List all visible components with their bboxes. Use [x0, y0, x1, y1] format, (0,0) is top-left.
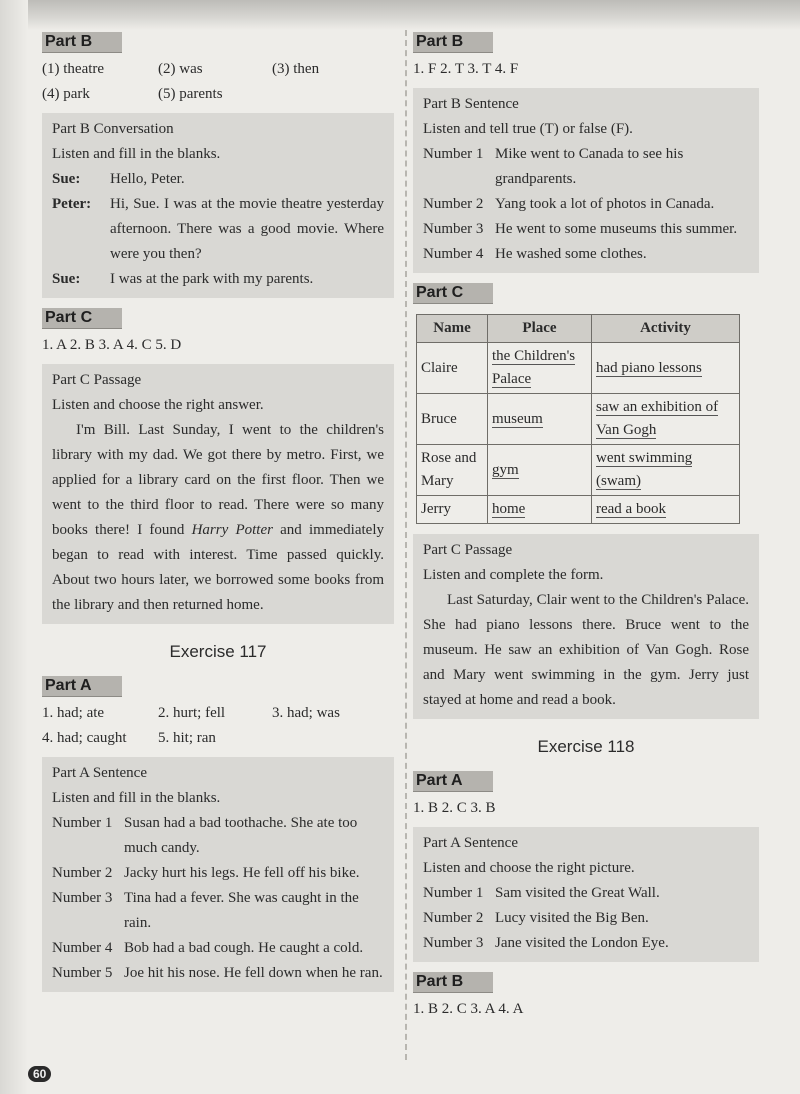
passage-box	[42, 364, 394, 624]
answer-blank: the Children's Palace	[492, 348, 576, 387]
box-instruction: Listen and choose the right answer.	[52, 397, 264, 413]
table-row	[417, 445, 740, 496]
table-header-row	[417, 315, 740, 343]
box-instruction: Listen and fill in the blanks.	[52, 146, 221, 162]
table-cell	[592, 496, 740, 524]
answer-blank: had piano lessons	[596, 359, 702, 376]
part-a-tag: Part A	[413, 771, 493, 792]
number-label: Number 1	[423, 146, 484, 162]
answers: 1. B 2. C 3. A 4. A	[413, 1001, 524, 1017]
speaker: Peter:	[52, 196, 92, 212]
answer-table	[416, 314, 740, 524]
number-item	[423, 142, 749, 192]
box-title: Part A Sentence	[423, 835, 518, 851]
part-b-tag: Part B	[413, 972, 493, 993]
passage-part: I'm Bill. Last Sunday, I went to the children's library with my dad. We got there by metro. First, we applied for a library card on the first floor. Then we went to the third floor to read. There were so many books there! I found	[52, 422, 384, 538]
answer-row	[42, 57, 394, 82]
part-b-tag: Part B	[413, 32, 493, 53]
table-row	[417, 496, 740, 524]
answer: 4. had; caught	[42, 730, 127, 746]
speaker: Sue:	[52, 171, 81, 187]
table-row	[417, 394, 740, 445]
answer: (3) then	[272, 61, 320, 77]
table-row	[417, 343, 740, 394]
box-instruction: Listen and choose the right picture.	[423, 860, 635, 876]
box-title: Part A Sentence	[52, 765, 147, 781]
part-c-tag: Part C	[42, 308, 122, 329]
dialogue-line	[52, 267, 384, 292]
answer-blank: gym	[492, 461, 519, 478]
number-text: Yang took a lot of photos in Canada.	[495, 196, 715, 212]
number-label: Number 1	[52, 815, 113, 831]
passage: Last Saturday, Clair went to the Children's Palace. She had piano lessons there. Bruce went to the museum. He saw an exhibition of Van Gogh. Rose and Mary went swimming in the gym. Jerry just stayed at home and read a book.	[423, 592, 749, 708]
number-label: Number 5	[52, 965, 113, 981]
number-text: Joe hit his nose. He fell down when he ran.	[124, 965, 383, 981]
number-item	[423, 242, 749, 267]
answer: 3. had; was	[272, 705, 340, 721]
table-cell: Claire	[417, 343, 488, 394]
dialogue-text: Hi, Sue. I was at the movie theatre yesterday afternoon. There was a good movie. Where were you then?	[110, 196, 384, 262]
page-top-shadow	[0, 0, 800, 30]
answer: 1. had; ate	[42, 705, 105, 721]
answer-row	[42, 726, 394, 751]
box-title: Part B Sentence	[423, 96, 519, 112]
box-title: Part C Passage	[52, 372, 142, 388]
number-label: Number 1	[423, 885, 484, 901]
number-item	[423, 192, 749, 217]
page-number: 60	[28, 1066, 51, 1082]
part-a-tag: Part A	[42, 676, 122, 697]
number-text: Sam visited the Great Wall.	[495, 885, 660, 901]
number-item	[52, 961, 384, 986]
speaker: Sue:	[52, 271, 81, 287]
table-cell	[592, 445, 740, 496]
answer-row	[42, 701, 394, 726]
passage	[52, 418, 384, 618]
exercise-title: Exercise 117	[169, 642, 267, 661]
conversation-box	[42, 113, 394, 298]
answer: (1) theatre	[42, 61, 105, 77]
number-item	[423, 217, 749, 242]
answers: 1. F 2. T 3. T 4. F	[413, 61, 519, 77]
table-cell	[488, 394, 592, 445]
table-cell: Jerry	[417, 496, 488, 524]
number-item	[52, 811, 384, 861]
answer-blank: read a book	[596, 501, 666, 517]
number-label: Number 4	[423, 246, 484, 262]
number-label: Number 4	[52, 940, 113, 956]
dialogue-line	[52, 167, 384, 192]
answer-row	[42, 82, 394, 107]
table-cell	[488, 343, 592, 394]
dialogue-text: Hello, Peter.	[110, 171, 185, 187]
table-cell: Bruce	[417, 394, 488, 445]
left-column	[42, 30, 394, 1000]
column-header: Name	[417, 315, 488, 343]
number-text: Mike went to Canada to see his grandparents.	[495, 146, 684, 187]
passage-box	[413, 534, 759, 719]
answer: 2. hurt; fell	[158, 705, 226, 721]
box-instruction: Listen and tell true (T) or false (F).	[423, 121, 633, 137]
number-label: Number 3	[423, 221, 484, 237]
number-text: Susan had a bad toothache. She ate too much candy.	[124, 815, 358, 856]
number-label: Number 2	[52, 865, 113, 881]
table-cell	[592, 394, 740, 445]
number-text: He went to some museums this summer.	[495, 221, 738, 237]
part-b-tag: Part B	[42, 32, 122, 53]
number-text: Lucy visited the Big Ben.	[495, 910, 649, 926]
page-binding-shadow	[0, 0, 28, 1094]
number-item	[423, 931, 749, 956]
answer-blank: went swimming (swam)	[596, 450, 693, 489]
table-cell	[488, 496, 592, 524]
number-item	[52, 886, 384, 936]
box-instruction: Listen and fill in the blanks.	[52, 790, 221, 806]
number-label: Number 2	[423, 910, 484, 926]
number-item	[52, 861, 384, 886]
answer-blank: museum	[492, 410, 543, 427]
passage-part: and immediately began to read with interest. Time passed quickly. About two hours later, we borrowed some books from the library and then returned home.	[52, 522, 384, 613]
sentence-box	[42, 757, 394, 992]
sentence-box	[413, 827, 759, 962]
answer-blank: home	[492, 501, 526, 517]
number-text: He washed some clothes.	[495, 246, 647, 262]
exercise-title: Exercise 118	[537, 737, 635, 756]
column-header: Activity	[592, 315, 740, 343]
table-cell	[488, 445, 592, 496]
number-label: Number 3	[423, 935, 484, 951]
number-item	[423, 906, 749, 931]
column-divider	[405, 30, 407, 1060]
number-label: Number 3	[52, 890, 113, 906]
table-cell: Rose and Mary	[417, 445, 488, 496]
number-text: Tina had a fever. She was caught in the rain.	[124, 890, 359, 931]
answer-blank: saw an exhibition of Van Gogh	[596, 399, 719, 438]
box-title: Part C Passage	[423, 542, 513, 558]
answers: 1. A 2. B 3. A 4. C 5. D	[42, 337, 182, 353]
answer: (2) was	[158, 61, 203, 77]
box-instruction: Listen and complete the form.	[423, 567, 604, 583]
number-text: Bob had a bad cough. He caught a cold.	[124, 940, 364, 956]
sentence-box	[413, 88, 759, 273]
answers: 1. B 2. C 3. B	[413, 800, 496, 816]
box-title: Part B Conversation	[52, 121, 174, 137]
book-title: Harry Potter	[191, 522, 273, 538]
table-cell	[592, 343, 740, 394]
answer: 5. hit; ran	[158, 730, 216, 746]
dialogue-line	[52, 192, 384, 267]
number-text: Jacky hurt his legs. He fell off his bike.	[124, 865, 360, 881]
part-c-tag: Part C	[413, 283, 493, 304]
right-column	[413, 30, 759, 1022]
answer: (5) parents	[158, 86, 223, 102]
column-header: Place	[488, 315, 592, 343]
number-item	[52, 936, 384, 961]
answer: (4) park	[42, 86, 90, 102]
number-item	[423, 881, 749, 906]
dialogue-text: I was at the park with my parents.	[110, 271, 314, 287]
number-text: Jane visited the London Eye.	[495, 935, 669, 951]
number-label: Number 2	[423, 196, 484, 212]
